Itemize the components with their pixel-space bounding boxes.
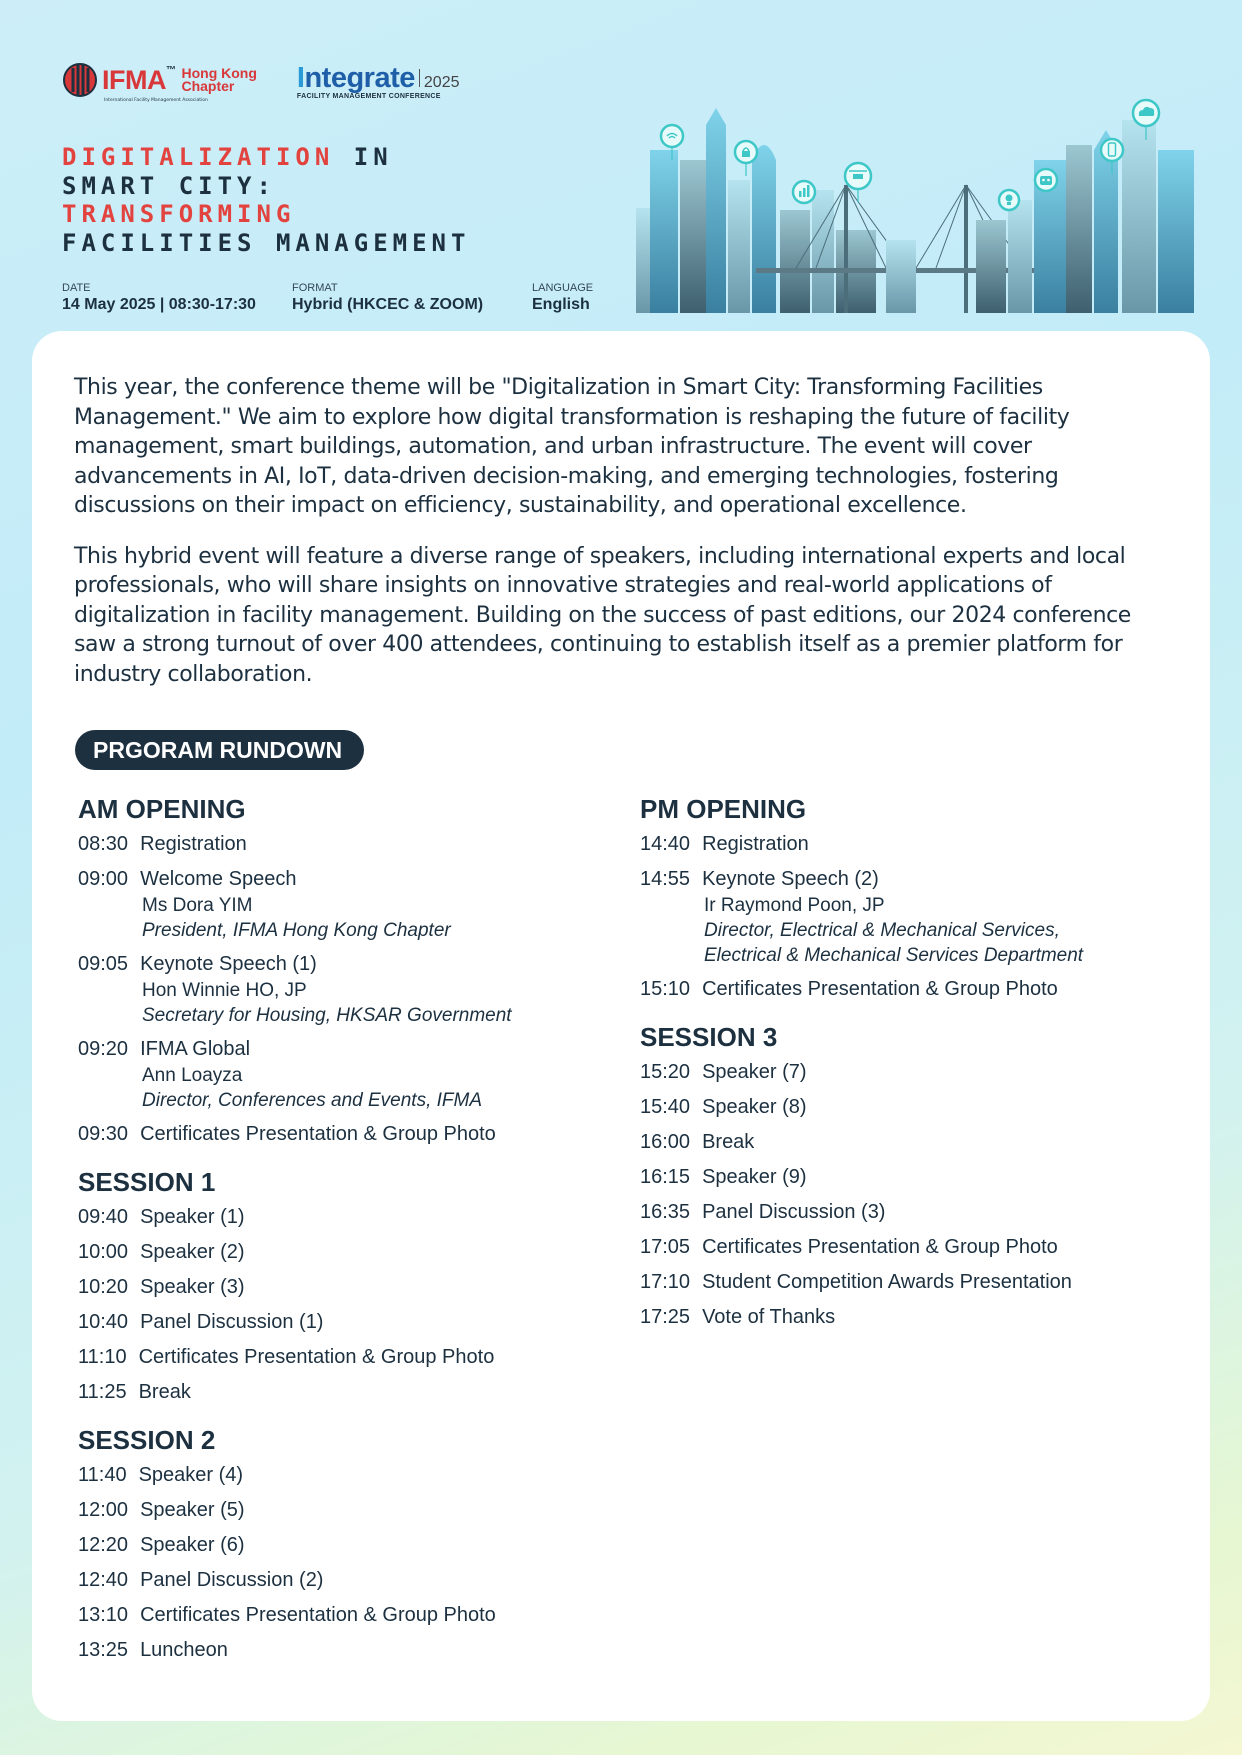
content-card	[32, 331, 1210, 1721]
item-title: Certificates Presentation & Group Photo	[702, 978, 1058, 1000]
rundown-item-row	[640, 976, 1200, 1003]
item-speaker: Ann Loayza	[142, 1065, 243, 1086]
item-time: 13:25	[78, 1639, 129, 1661]
item-title: Panel Discussion (1)	[140, 1311, 324, 1333]
drone-icon	[845, 163, 871, 202]
rundown-item-row	[78, 1121, 598, 1148]
rundown-item-row	[78, 1379, 598, 1406]
item-time: 10:20	[78, 1276, 129, 1298]
item-time: 16:15	[640, 1166, 691, 1188]
item-time: 15:10	[640, 978, 691, 1000]
rundown-item-row	[640, 831, 1200, 858]
item-time: 09:05	[78, 953, 129, 975]
intro-paragraph: This year, the conference theme will be "Digitalization in Smart City: Transforming Facilities Management." We aim to explore how digital transformation is reshaping the future of facility management, smart buildings, automation, and urban infrastructure. The event will cover advancements in AI, IoT, data-driven decision-making, and emerging technologies, fostering discussions on their impact on efficiency, sustainability, and operational excellence.	[74, 375, 1070, 518]
item-title: Welcome Speech	[140, 868, 297, 890]
rundown-right-column	[640, 793, 1200, 1341]
rundown-item-row	[78, 1497, 598, 1524]
rundown-section	[78, 793, 598, 1148]
rundown-item-row	[78, 951, 598, 978]
rundown-item	[640, 1234, 1200, 1261]
rundown-left-column	[78, 793, 598, 1674]
section-title: PM OPENING	[640, 794, 807, 824]
item-title: Speaker (5)	[140, 1499, 245, 1521]
item-time: 12:40	[78, 1569, 129, 1591]
page-title: DIGITALIZATION IN SMART CITY: TRANSFORMING FACILITIES MANAGEMENT	[62, 143, 471, 257]
item-role: Secretary for Housing, HKSAR Government	[142, 1005, 512, 1026]
section-title: AM OPENING	[78, 794, 246, 824]
rundown-item	[640, 1164, 1200, 1191]
item-time: 16:35	[640, 1201, 691, 1223]
item-title: Student Competition Awards Presentation	[702, 1271, 1072, 1293]
smart-city-skyline-illustration	[636, 90, 1196, 315]
chart-icon	[793, 181, 815, 203]
rundown-item-row	[78, 831, 598, 858]
intro-paragraph: This hybrid event will feature a diverse range of speakers, including international experts and local professionals, who will share insights on innovative strategies and real-world applications of digitalization in facility management. Building on the success of past editions, our 2024 conference saw a strong turnout of over 400 attendees, continuing to establish itself as a premier platform for industry collaboration.	[74, 543, 1131, 687]
section-title: SESSION 3	[640, 1022, 778, 1052]
rundown-item	[78, 1121, 598, 1148]
integrate-wordmark: Integrate	[296, 62, 415, 94]
item-time: 17:10	[640, 1271, 691, 1293]
item-speaker: Ir Raymond Poon, JP	[704, 895, 885, 916]
rundown-section	[78, 1424, 598, 1664]
item-time: 17:25	[640, 1306, 691, 1328]
item-title: Keynote Speech (2)	[702, 868, 879, 890]
rundown-item-row	[78, 1567, 598, 1594]
item-title: Certificates Presentation & Group Photo	[702, 1236, 1058, 1258]
rundown-item	[640, 1129, 1200, 1156]
rundown-item-row	[78, 1344, 598, 1371]
item-time: 14:40	[640, 833, 691, 855]
rundown-item	[78, 1379, 598, 1406]
rundown-item-row	[640, 1234, 1200, 1261]
rundown-item-row	[640, 1059, 1200, 1086]
rundown-item-row	[78, 1239, 598, 1266]
item-time: 16:00	[640, 1131, 691, 1153]
rundown-item	[640, 1304, 1200, 1331]
item-role: Electrical & Mechanical Services Department	[704, 945, 1084, 966]
item-title: Certificates Presentation & Group Photo	[140, 1123, 496, 1145]
rundown-item	[78, 1274, 598, 1301]
rundown-item	[78, 1532, 598, 1559]
rundown-item-row	[640, 1129, 1200, 1156]
rundown-item-row	[78, 866, 598, 893]
rundown-section	[78, 1166, 598, 1406]
rundown-item-row	[640, 1269, 1200, 1296]
item-time: 09:20	[78, 1038, 129, 1060]
rundown-item	[640, 1094, 1200, 1121]
rundown-item-row	[78, 1637, 598, 1664]
item-time: 11:25	[78, 1381, 127, 1403]
item-title: Speaker (3)	[140, 1276, 245, 1298]
item-role: Director, Electrical & Mechanical Services,	[704, 920, 1060, 941]
rundown-item	[78, 1309, 598, 1336]
item-time: 09:40	[78, 1206, 129, 1228]
item-speaker: Hon Winnie HO, JP	[142, 980, 307, 1001]
rundown-section	[640, 793, 1200, 1003]
rundown-item-row	[78, 1602, 598, 1629]
rundown-item-row	[640, 1094, 1200, 1121]
item-time: 13:10	[78, 1604, 129, 1626]
program-rundown-label: PRGORAM RUNDOWN	[75, 730, 364, 770]
item-title: Certificates Presentation & Group Photo	[138, 1346, 495, 1368]
item-title: Vote of Thanks	[702, 1306, 836, 1328]
item-time: 10:40	[78, 1311, 129, 1333]
rundown-item-row	[640, 866, 1200, 893]
logos	[62, 62, 460, 103]
item-role: Director, Conferences and Events, IFMA	[142, 1090, 483, 1111]
rundown-item-row	[640, 1304, 1200, 1331]
item-title: Registration	[140, 833, 247, 855]
rundown-item	[640, 866, 1200, 968]
rundown-item	[78, 1239, 598, 1266]
rundown-item	[640, 831, 1200, 858]
rundown-item-row	[640, 1164, 1200, 1191]
rundown-item	[78, 1462, 598, 1489]
integrate-year: 2025	[423, 74, 460, 91]
ifma-logo	[62, 62, 257, 103]
rundown-item	[78, 1567, 598, 1594]
item-title: IFMA Global	[140, 1038, 251, 1060]
rundown-item	[78, 951, 598, 1028]
meta-date: DATE 14 May 2025 | 08:30-17:30	[62, 282, 256, 313]
rundown-item	[78, 866, 598, 943]
item-title: Registration	[702, 833, 809, 855]
meta-format: FORMAT Hybrid (HKCEC & ZOOM)	[292, 282, 484, 313]
item-title: Speaker (1)	[140, 1206, 245, 1228]
item-title: Luncheon	[140, 1639, 228, 1661]
rundown-item	[640, 1059, 1200, 1086]
item-time: 14:55	[640, 868, 691, 890]
rundown-item-row	[640, 1199, 1200, 1226]
lightbulb-icon	[999, 190, 1019, 210]
rundown-section	[640, 1021, 1200, 1331]
rundown-item	[78, 1497, 598, 1524]
item-title: Panel Discussion (3)	[702, 1201, 886, 1223]
rundown-item-row	[78, 1462, 598, 1489]
item-time: 12:00	[78, 1499, 129, 1521]
intro-text	[74, 373, 1174, 710]
item-title: Break	[702, 1131, 755, 1153]
ifma-chapter: Hong Kong Chapter	[181, 65, 257, 94]
rundown-item-row	[78, 1274, 598, 1301]
item-title: Speaker (8)	[702, 1096, 807, 1118]
rundown-item	[78, 831, 598, 858]
section-title: SESSION 1	[78, 1167, 216, 1197]
ifma-globe-icon	[62, 62, 98, 98]
item-time: 08:30	[78, 833, 129, 855]
rundown-item	[78, 1637, 598, 1664]
section-title: SESSION 2	[78, 1425, 216, 1455]
ifma-wordmark: IFMA™	[102, 64, 176, 95]
item-title: Speaker (9)	[702, 1166, 807, 1188]
meta-language: LANGUAGE English	[532, 282, 594, 313]
rundown-item	[78, 1036, 598, 1113]
item-time: 12:20	[78, 1534, 129, 1556]
item-title: Keynote Speech (1)	[140, 953, 317, 975]
item-time: 09:00	[78, 868, 129, 890]
item-title: Certificates Presentation & Group Photo	[140, 1604, 496, 1626]
rundown-item-row	[78, 1532, 598, 1559]
rundown-item-row	[78, 1309, 598, 1336]
rundown-item	[640, 1269, 1200, 1296]
item-speaker: Ms Dora YIM	[142, 895, 253, 916]
item-title: Speaker (6)	[140, 1534, 245, 1556]
item-time: 15:20	[640, 1061, 691, 1083]
rundown-item-row	[78, 1204, 598, 1231]
integrate-logo	[297, 62, 460, 100]
item-time: 11:40	[78, 1464, 127, 1486]
rundown-item	[640, 1199, 1200, 1226]
item-title: Panel Discussion (2)	[140, 1569, 324, 1591]
item-time: 11:10	[78, 1346, 127, 1368]
item-time: 17:05	[640, 1236, 691, 1258]
rundown-item-row	[78, 1036, 598, 1063]
item-title: Speaker (4)	[138, 1464, 244, 1486]
rundown-item	[78, 1602, 598, 1629]
rundown-item	[640, 976, 1200, 1003]
item-time: 09:30	[78, 1123, 129, 1145]
rundown-item	[78, 1204, 598, 1231]
integrate-tagline: FACILITY MANAGEMENT CONFERENCE	[296, 93, 441, 100]
item-title: Break	[138, 1381, 191, 1403]
rundown-item	[78, 1344, 598, 1371]
ifma-tagline: International Facility Management Association	[104, 98, 208, 103]
item-title: Speaker (7)	[702, 1061, 807, 1083]
item-time: 10:00	[78, 1241, 129, 1263]
robot-icon	[1035, 169, 1057, 191]
item-time: 15:40	[640, 1096, 691, 1118]
item-role: President, IFMA Hong Kong Chapter	[142, 920, 451, 941]
item-title: Speaker (2)	[140, 1241, 245, 1263]
header	[0, 0, 1242, 330]
